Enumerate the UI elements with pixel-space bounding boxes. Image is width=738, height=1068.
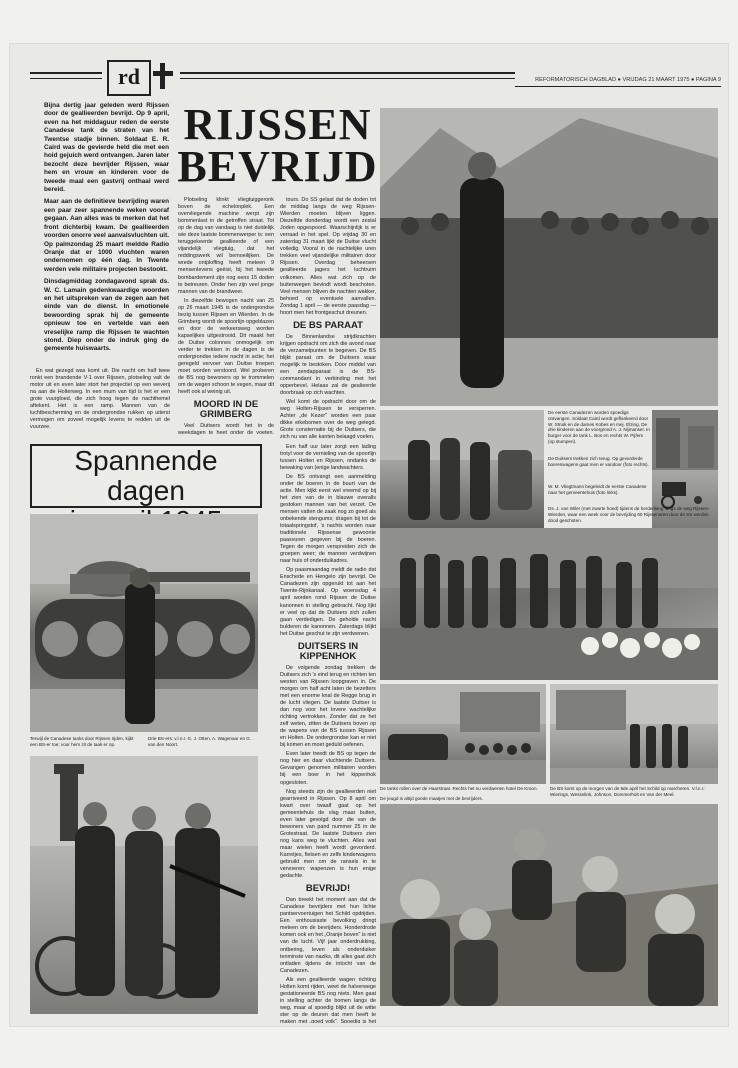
- intro-paragraph: Maar aan de definitieve bevrijding waren een paar zeer spannende weken vooraf gegaan. Aan alles was te merken dat het front dichterbij kwam. De geallieerden voorden onorre veel aanvalsvluchten uit. Op palmzondag 25 maart meldde Radio Oranje dat er 1000 vluchten waren ondernomen op één dag. In Twente werden vele militaire projecten bestookt.: [44, 198, 169, 273]
- caption-tanks-square: De tanks rollen over de Haarstraat. Rechts het nu verdwenen hotel De Kroon.: [380, 786, 538, 791]
- body-paragraph: Als een geallieerde wagen richting Holten komt rijden, weet de halverwege gestationeerde BS nog niets. Men gaat in stelling achter de bomen langs de weg, maar al spoedig blijkt uit de witte ster op de deuren dat men heeft te maken met „goed volk". Spoedig is het: [280, 976, 376, 1023]
- body-paragraph: En wat gezegd was komt uit. Die nacht om half twee ronkt een brandende V-1 over Rijssen, plotseling valt de motor uit en even later stort het projectiel op een weverij na aan de Holterweg. In een mum van tijd is het er een grote vuurgloed, die zich hoog tegen de nachthemel aftekent. Het is een ramp. Mannen van de luchtbescherming en de ondergrondse rukken op uiterst vermogen om zoveel mogelijk levens te redden uit de vuurzee.: [30, 368, 170, 431]
- newspaper-page: [10, 44, 728, 1026]
- body-paragraph: Dan breekt het moment aan dat de Canadese bevrijders met hun lichte pantservoertuigen het Schild opdrijden. Een enthousiaste bevolking dringt meteen om de bevrijders. Honderdrode komen ook en het „Oranje boven" is niet van de lucht. Vijf jaar onderdrukking, ontbering, leven als onderduiker tenminste van naziks, dit alles gaat zich ontladen tijdens de intocht van de Canadezen.: [280, 897, 376, 974]
- masthead-rule-left-thin: [30, 78, 102, 79]
- headline-banner: [30, 444, 262, 508]
- title-line: RIJSSEN: [183, 100, 372, 149]
- publication-line: REFORMATORISCH DAGBLAD ● VRIJDAG 21 MAART 1975 ● PAGINA 9: [535, 77, 721, 83]
- heading-bs-paraat: DE BS PARAAT: [293, 319, 363, 331]
- body-paragraph: tours. Do SS gelast dat de doden tot de middag langs de weg Rijssen-Wierden moeten blijven liggen. Diezelfde donderdag wordt een zestal Joden opgespoord. Waarschijnlijk is er verraad in het spel. Op vrijdag 30 en zaterdag 31 maart lijkt de Duitse vlucht volledig. Vooral in de nachtelijke uren trekken veel vijandelijke militairen door Rijssen. Overdag beheersen geallieerde jagers het luchtruim volkomen. Alles wat zich op de buitenwegen bevindt wordt beschoten. Veel mensen blijven de nachten wakker, behoed op eventuele aanvallen. Zondag 1 april — de eerste paasdag — hoort men het frontgeschut dreunen.: [280, 197, 376, 316]
- body-paragraph: Wel komt de opdracht door om de weg Holten-Rijssen te versperren. Achter „de Kezer" worden een paar dikke eikebomen over de weg gelegd. Grote consternatie bij de Duitsers, die zich nu van alle kanten belaagd voelen.: [280, 399, 376, 441]
- caption-vliegtmann: W. M. Vliegtmann begeleidt de eerste Canadese naar het gemeentehuis (foto links).: [548, 484, 647, 495]
- photo-crowd-soldier: [380, 108, 718, 406]
- masthead-rule-right-thin: [180, 78, 515, 79]
- body-paragraph: Plotseling klinkt vliegtuiggeronk boven de echelonplek. Een overvliegende machine werpt zijn bommenlast in de getroffen straat. Tot op de dag van vandaag is niet duidelijk wie deze laatste bommenwerper is: een teruggekeerde geallieerde of een vijandelijk vliegtuig, dat het reddingswerk wil bemoeilijken. De wrede ontploffing heeft meteen 9 mensenlevens geëist, bij het tweede bombardement zijn nog eens 15 doden te betreuren. Onder hen zijn veel jonge mannen van de brandweer.: [178, 197, 274, 295]
- caption-canadezen-1: De eerste Canadezen worden spoedigs ontvangen. Soldaat Caird wordt geflankeerd door W. Struik en de dames Kobes en mej. Elzing. De drie kinderen aan de voorgrond A. J. Nijmansel. In burger voor de tank L. Bos en rechts W. Pijfers (op stumpen).: [548, 410, 650, 444]
- intro-text: [44, 102, 169, 394]
- heading-bevrijd: BEVRIJD!: [305, 883, 351, 895]
- body-paragraph: In diezelfde bewogen nacht van 25 op 26 maart 1945 is de ondergrondse bezig tussen Rijssen en Wierden. In de Grimberg wordt de spoorlijn opgeblazen en door de verkeersweg worden kapselijkes uitgestrooid. Dit maakt het de Duitse colonnes onmogelijk om verder te trekken in de dagen is de ondergrondse iedere nacht in actie; het geregeld vervoer van Duitse troepen moet worden verstoord. Wel proberen de BS nog bewoners op te trommelen om de wegen schoon te vegen, maar dit heeft ook al weinig uit.: [178, 297, 274, 396]
- caption-wiler: Ds. J. van Wiler (met zwarte hoed) tijdens de herdenking langs de weg Rijssen-Wierden, waar een week voor de bevrijding 60 Rijssenaren door de SS werden dood geschoten.: [548, 506, 710, 523]
- body-paragraph: De BS ontvangt een aanmelding onder de boeren in de buurt van de actie. Men kijkt eerst wel vreemd op bij het zien van de in blauwe overalls gestoken mannen van het verzet. De mensen vatten de zaak nog zo goed als onbekende stengums; dragen bij tot de totaalspringstof, ’s nachts worden naar traditionele Rijssense gewoonte paasvuren gegeven bij de boeren. Tegen de morgen verspreiden zich de groepen weer; de mannen verdwijnen naar huis of onderduikadres.: [280, 473, 376, 565]
- body-paragraph: De Binnenlandse strijdkrachten krijgen opdracht om zich die avond naar de verzamelpunten te begeven. De BS blijkt paraat om de Duitsers waar mogelijk te bestoken. Door middel van een zendapparaat is de BS-commandant in verbinding met het opperbevel. Helaas zal de gealieerde doorbraak op zich wachten.: [280, 333, 376, 397]
- body-paragraph: De volgende zondag trekken de Duitsers zich ’s eind terug en richten ten westen van Rijssen loopgraven in. De morgen om half acht laten de bezetters met een enorme knal de Regge brug in de lucht vliegen. De laatste Duitser is dan nog voor het Invere wachtelijke richting vertrokken. Zonder dat ze het zelf weten, zitten de Duitsers boven op de wapens van de BS tussen Rijssen en Holten. De ondergrondse kan er niet bij komen en moet geduld oefenen.: [280, 664, 376, 749]
- cross-icon: [152, 62, 174, 90]
- caption-canadezen-2: De Duitsers trekken zich terug. Op gevorderde boerenwagens gaat men er vandoor (foto rechts).: [548, 456, 649, 467]
- photo-canadezen: [380, 410, 544, 528]
- masthead-rule-right: [180, 72, 515, 74]
- caption-bs-men: Drie BS-ers: v.l.n.r. G. J. Otten, A. Wagenaar en G. van den Noort.: [148, 736, 252, 747]
- caption-bs-marching: De BS komt op de morgen van de 9de april het Schild op marcheren. V.l.n.r.: Wierings, Wesselink, Johnson, Dommerholt en Van der Meel.: [550, 786, 706, 797]
- caption-tank: Terwijl de Canadese tanks door Rijssen rijden, kijkt een BS-er toe; voor hem zit de taak er op.: [30, 736, 134, 747]
- body-paragraph: Veel Duitsers wordt het in de weekdagen te heet onder de voeten.: [178, 423, 274, 437]
- page-title: [175, 100, 380, 191]
- photo-memorial: [380, 528, 718, 680]
- masthead-rule-left: [30, 72, 102, 74]
- caption-youth: De jeugd is altijd goede maatjes met de bevrijders.: [380, 796, 483, 801]
- heading-grimberg: MOORD IN DE GRIMBERG: [193, 399, 259, 421]
- photo-bs-marching: [550, 684, 718, 784]
- intro-paragraph: Bijna dertig jaar geleden werd Rijssen door de geallieerden bevrijd. Op 9 april, even na het middaguur reden de eerste Canadese tank de straten van het Twentse stadje binnen. Soldaat E. R. Caird was de gevierde held die met een hoid gejuich werd ontvangen. Jaren later bezocht deze bevrijder Rijssen, waar hem en vrouw en kinderen voor de tweede maal een gastvrij onthaal werd bereid.: [44, 102, 169, 194]
- body-paragraph: Nog steeds zijn de geallieerden niet gearriveerd in Rijssen. Op 8 april om kwart over twaalf gaat op het gemeentehuis de vlag maar buiten, even later gevolgd door die van de bewoners van pand nummer 25 in de Grotestraat. De laatste Duitsers zien nog kans weg te vluchten. Alles wat maar wielen heeft wordt gevorderd. Karretjes, fietsen en zelfs kinderwagens gebruikt men om de ransels in te vervoeren; wapenzen is hun enige gedachte.: [280, 788, 376, 880]
- masthead-rule-end: [515, 86, 721, 87]
- col1-body: [30, 368, 170, 438]
- rd-logo: rd: [107, 60, 151, 96]
- body-paragraph: Even later treedt de BS op tegen de nog hier en daar vluchtende Duitsers. Gevangen genomen militairen worden bij een boer in het kippenhok opgesloten.: [280, 751, 376, 786]
- photo-tanks-square: [380, 684, 546, 784]
- title-line: BEVRIJD: [177, 142, 378, 191]
- heading-kippenhok: DUITSERS IN KIPPENHOK: [297, 640, 359, 662]
- body-paragraph: Een half uur later zorgt een lading trotyl voor de vernieling van de spoorlijn tussen Holten en Rijssen, ondanks de bewaking van (enige landwachters.: [280, 443, 376, 471]
- col2-body: [178, 197, 274, 437]
- photo-bs-men: [30, 756, 258, 1014]
- body-paragraph: Op paasmaandag meldt de radio dat Enschede en Hengelo zijn bevrijd. De Canadezen zijn opgerukt tot aan het Twente-Rijnkanaal. Op woensdag 4 april worden rond Rijssen de Duitse kanonnen in stelling gebracht. Nog lijkt er veel op dat de Duitsers zich zullen gaan verdedigen. De geholde nacht bulderen de kanonnen. Zaterdags blijkt het Duitse geschut te zijn verdwenen.: [280, 567, 376, 637]
- photo-tank: [30, 514, 258, 732]
- banner-line: Spannende dagen: [74, 445, 218, 506]
- intro-paragraph: Dinsdagmiddag zondagavond sprak ds. W. C. Lamain gedenkwaardige woorden en het uitspreken van de zegen aan het einde van de dienst. In emotionele bewoording sprak hij de gemeente opnieuw toe en vertelde van een vreselijke ramp die Rijssen te wachten stond. Diep onder de indruk ging de gemeente huiswaarts.: [44, 278, 169, 353]
- photo-youth: [380, 804, 718, 1006]
- col3-body: [280, 197, 376, 1023]
